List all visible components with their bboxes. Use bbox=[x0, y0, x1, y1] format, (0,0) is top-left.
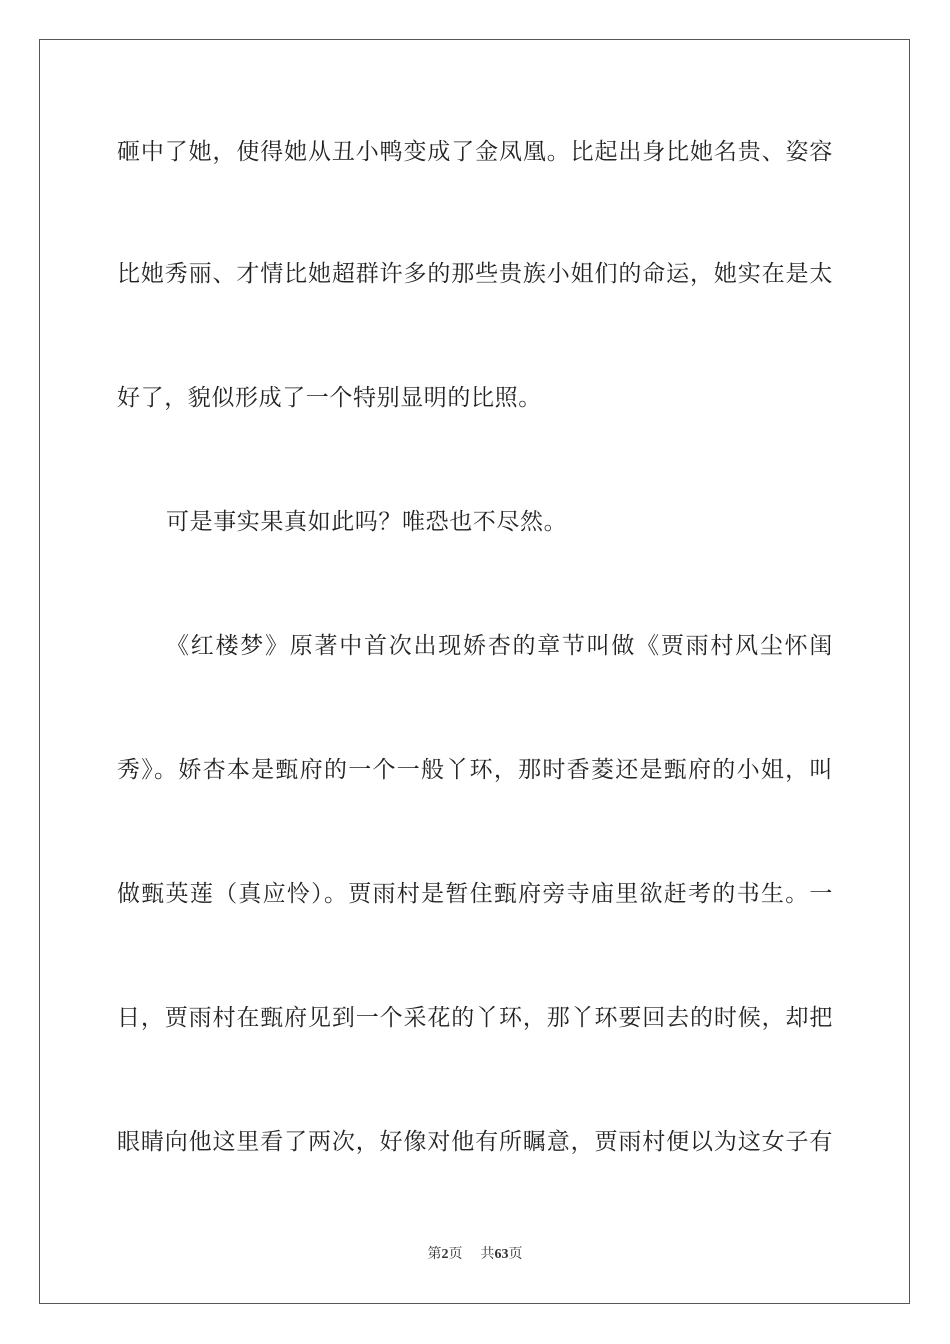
page-prefix: 第 bbox=[427, 1246, 442, 1262]
total-suffix: 页 bbox=[508, 1246, 523, 1262]
text-line: 好了，貌似形成了一个特别显明的比照。 bbox=[117, 385, 542, 411]
text-line: 《红楼梦》原著中首次出现娇杏的章节叫做《贾雨村风尘怀闺 bbox=[166, 633, 833, 659]
text-line: 眼睛向他这里看了两次，好像对他有所瞩意，贾雨村便以为这女子有 bbox=[117, 1129, 833, 1155]
page-footer bbox=[0, 1245, 950, 1264]
page-number: 2 bbox=[441, 1247, 449, 1262]
text-line: 日，贾雨村在甄府见到一个采花的丫环，那丫环要回去的时候，却把 bbox=[117, 1005, 833, 1031]
text-line: 可是事实果真如此吗？唯恐也不尽然。 bbox=[166, 509, 568, 535]
page-suffix: 页 bbox=[448, 1246, 463, 1262]
total-pages: 63 bbox=[494, 1247, 509, 1262]
text-line: 砸中了她，使得她从丑小鸭变成了金凤凰。比起出身比她名贵、姿容 bbox=[117, 139, 833, 165]
total-prefix: 共 bbox=[480, 1246, 495, 1262]
page-border bbox=[39, 39, 910, 1304]
text-line: 比她秀丽、才情比她超群许多的那些贵族小姐们的命运，她实在是太 bbox=[117, 261, 833, 287]
text-line: 做甄英莲（真应怜）。贾雨村是暂住甄府旁寺庙里欲赶考的书生。一 bbox=[117, 881, 833, 907]
text-line: 秀》。娇杏本是甄府的一个一般丫环，那时香菱还是甄府的小姐，叫 bbox=[117, 757, 833, 783]
